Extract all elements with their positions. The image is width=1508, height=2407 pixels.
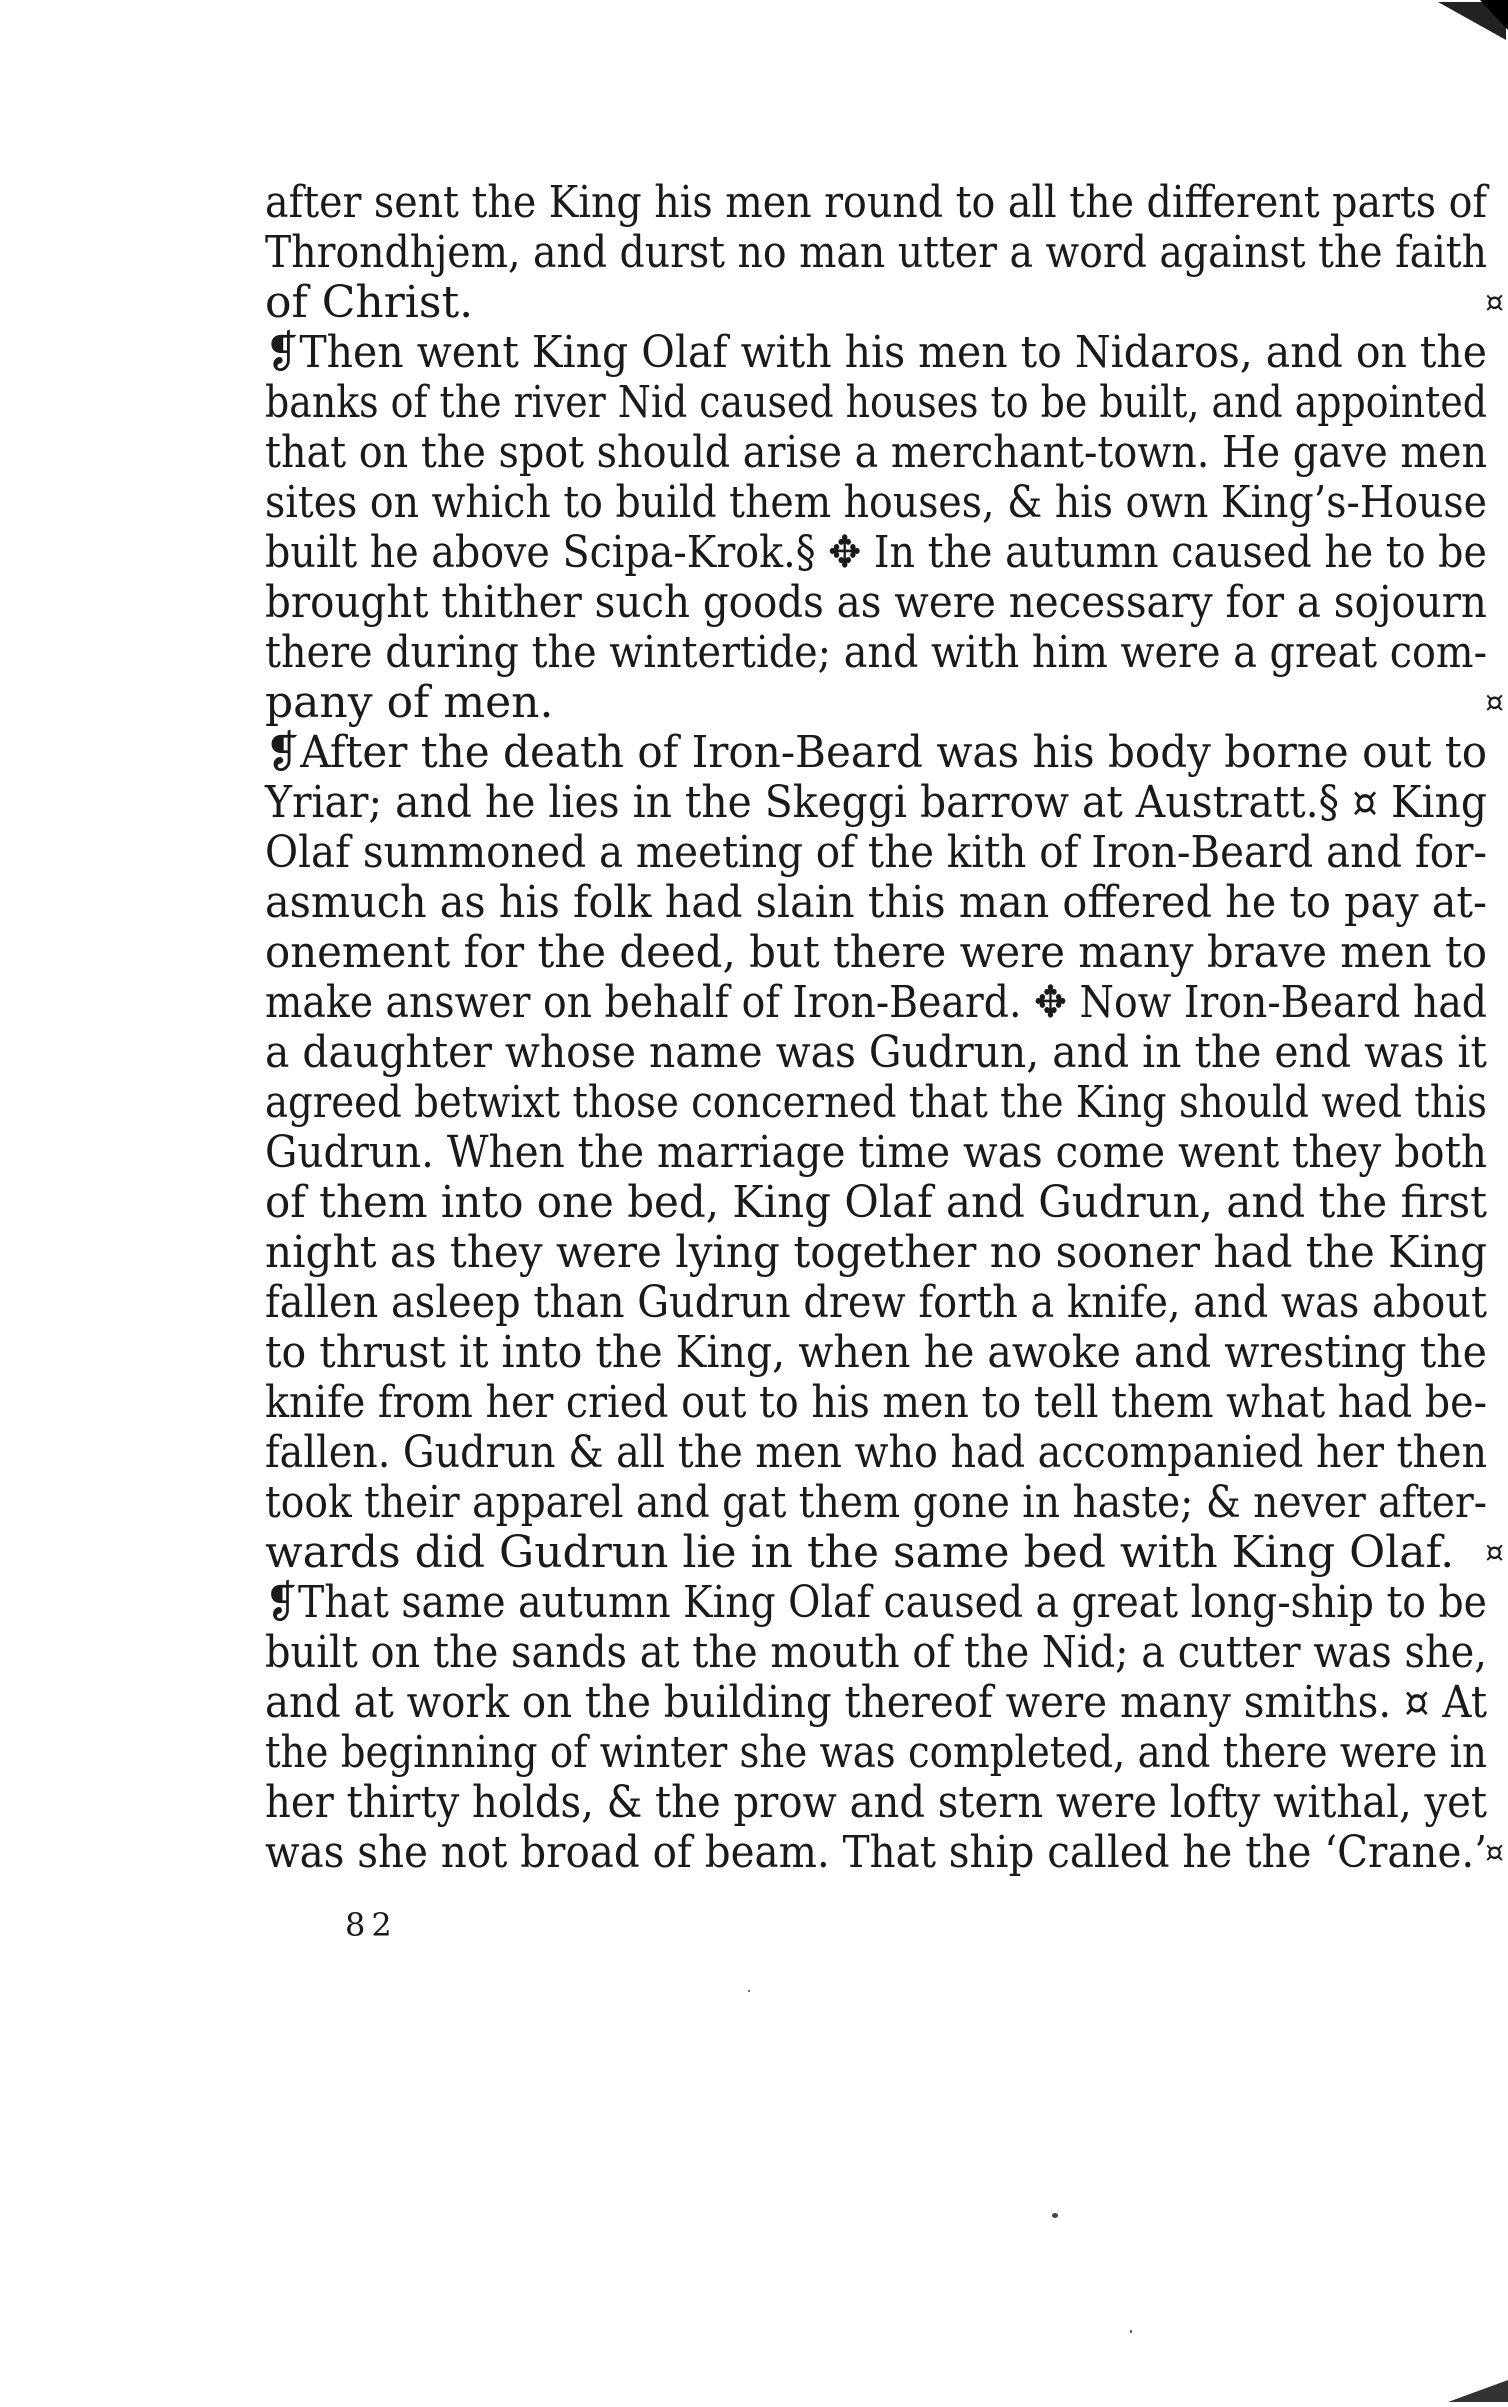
text-line-content: and at work on the building thereof were many smiths. ¤ At — [265, 1677, 1488, 1728]
text-line-content: a daughter whose name was Gudrun, and in the end was it — [265, 1027, 1487, 1078]
text-line — [265, 1578, 1508, 1628]
text-line-content: to thrust it into the King, when he awoke and wresting the — [265, 1327, 1487, 1378]
text-line — [265, 677, 1505, 728]
text-line — [265, 1527, 1505, 1578]
text-line — [265, 528, 1508, 578]
ink-speck — [748, 1990, 750, 1992]
text-line-content: asmuch as his folk had slain this man offered he to pay at- — [265, 877, 1488, 928]
text-line-content: ❡After the death of Iron-Beard was his body borne out to — [265, 727, 1488, 778]
text-line-content: her thirty holds, & the prow and stern were lofty withal, yet — [265, 1777, 1487, 1828]
text-line-content: agreed betwixt those concerned that the King should wed this — [265, 1077, 1487, 1128]
text-line — [265, 1328, 1508, 1378]
text-line — [265, 878, 1508, 928]
text-line-content: after sent the King his men round to all the different parts of — [265, 177, 1488, 228]
text-line-content: wards did Gudrun lie in the same bed with King Olaf. — [265, 1527, 1455, 1578]
text-line — [265, 1828, 1508, 1878]
text-line-content: fallen asleep than Gudrun drew forth a knife, and was about — [265, 1277, 1487, 1328]
text-line-content: was she not broad of beam. That ship called he the ‘Crane.’ — [265, 1827, 1488, 1878]
text-line — [265, 728, 1508, 778]
text-line-content: night as they were lying together no sooner had the King — [265, 1227, 1488, 1278]
text-line-content: Olaf summoned a meeting of the kith of Iron-Beard and for- — [265, 827, 1488, 878]
text-line-content: built on the sands at the mouth of the Nid; a cutter was she, — [265, 1627, 1487, 1678]
text-line — [265, 578, 1508, 628]
text-line-content: make answer on behalf of Iron-Beard. ✥ Now Iron-Beard had — [265, 977, 1488, 1028]
text-line-content: pany of men. — [265, 677, 554, 728]
text-line-content: ❡Then went King Olaf with his men to Nidaros, and on the — [265, 327, 1488, 378]
text-line-content: Yriar; and he lies in the Skeggi barrow at Austratt.§ ¤ King — [265, 777, 1487, 828]
text-line — [265, 778, 1508, 828]
text-line — [265, 1478, 1508, 1528]
text-line-content: of them into one bed, King Olaf and Gudrun, and the first — [265, 1177, 1487, 1228]
text-line — [265, 1028, 1508, 1078]
page-number: 82 — [345, 1906, 398, 1944]
text-line-content: knife from her cried out to his men to tell them what had be- — [265, 1377, 1487, 1428]
text-line — [265, 1128, 1508, 1178]
text-line-content: there during the wintertide; and with him were a great com- — [265, 627, 1488, 678]
text-line — [265, 1678, 1508, 1728]
text-line — [265, 1078, 1508, 1128]
text-line — [265, 1228, 1508, 1278]
text-line-content: sites on which to build them houses, & his own King’s-House — [265, 477, 1487, 528]
ink-speck — [1130, 2330, 1132, 2333]
bottom-corner-mark — [1438, 2372, 1508, 2402]
text-line — [265, 178, 1508, 228]
text-line — [265, 1728, 1508, 1778]
text-line — [265, 378, 1508, 428]
text-line — [265, 978, 1508, 1028]
text-line — [265, 1278, 1508, 1328]
text-line — [265, 277, 1505, 328]
text-line-content: fallen. Gudrun & all the men who had accompanied her then — [265, 1427, 1488, 1478]
text-line-content: banks of the river Nid caused houses to be built, and appointed — [265, 377, 1487, 428]
corner-binding-mark — [1418, 0, 1508, 45]
text-line-content: ❡That same autumn King Olaf caused a great long-ship to be — [265, 1577, 1487, 1628]
end-ornament: ¤ — [1485, 1835, 1505, 1870]
text-line-content: Gudrun. When the marriage time was come went they both — [265, 1127, 1487, 1178]
text-line — [265, 1428, 1508, 1478]
text-line-content: the beginning of winter she was completed, and there were in — [265, 1727, 1487, 1778]
text-line-content: Throndhjem, and durst no man utter a word against the faith — [265, 227, 1487, 278]
text-line — [265, 828, 1508, 878]
end-ornament: ¤ — [1485, 1535, 1505, 1570]
text-line — [265, 928, 1508, 978]
text-line-content: onement for the deed, but there were many brave men to — [265, 927, 1488, 978]
text-line — [265, 228, 1508, 278]
text-line — [265, 428, 1508, 478]
text-line-content: that on the spot should arise a merchant-town. He gave men — [265, 427, 1488, 478]
ink-speck — [1052, 2213, 1058, 2218]
text-line-content: built he above Scipa-Krok.§ ✥ In the autumn caused he to be — [265, 527, 1487, 578]
text-line-content: of Christ. — [265, 277, 474, 328]
end-ornament: ¤ — [1485, 685, 1505, 720]
text-line-content: took their apparel and gat them gone in haste; & never after- — [265, 1477, 1487, 1528]
text-line — [265, 628, 1508, 678]
text-line — [265, 328, 1508, 378]
text-line — [265, 1178, 1508, 1228]
text-line-content: brought thither such goods as were necessary for a sojourn — [265, 577, 1487, 628]
end-ornament: ¤ — [1485, 285, 1505, 320]
text-line — [265, 478, 1508, 528]
text-line — [265, 1628, 1508, 1678]
text-line — [265, 1778, 1508, 1828]
text-line — [265, 1378, 1508, 1428]
